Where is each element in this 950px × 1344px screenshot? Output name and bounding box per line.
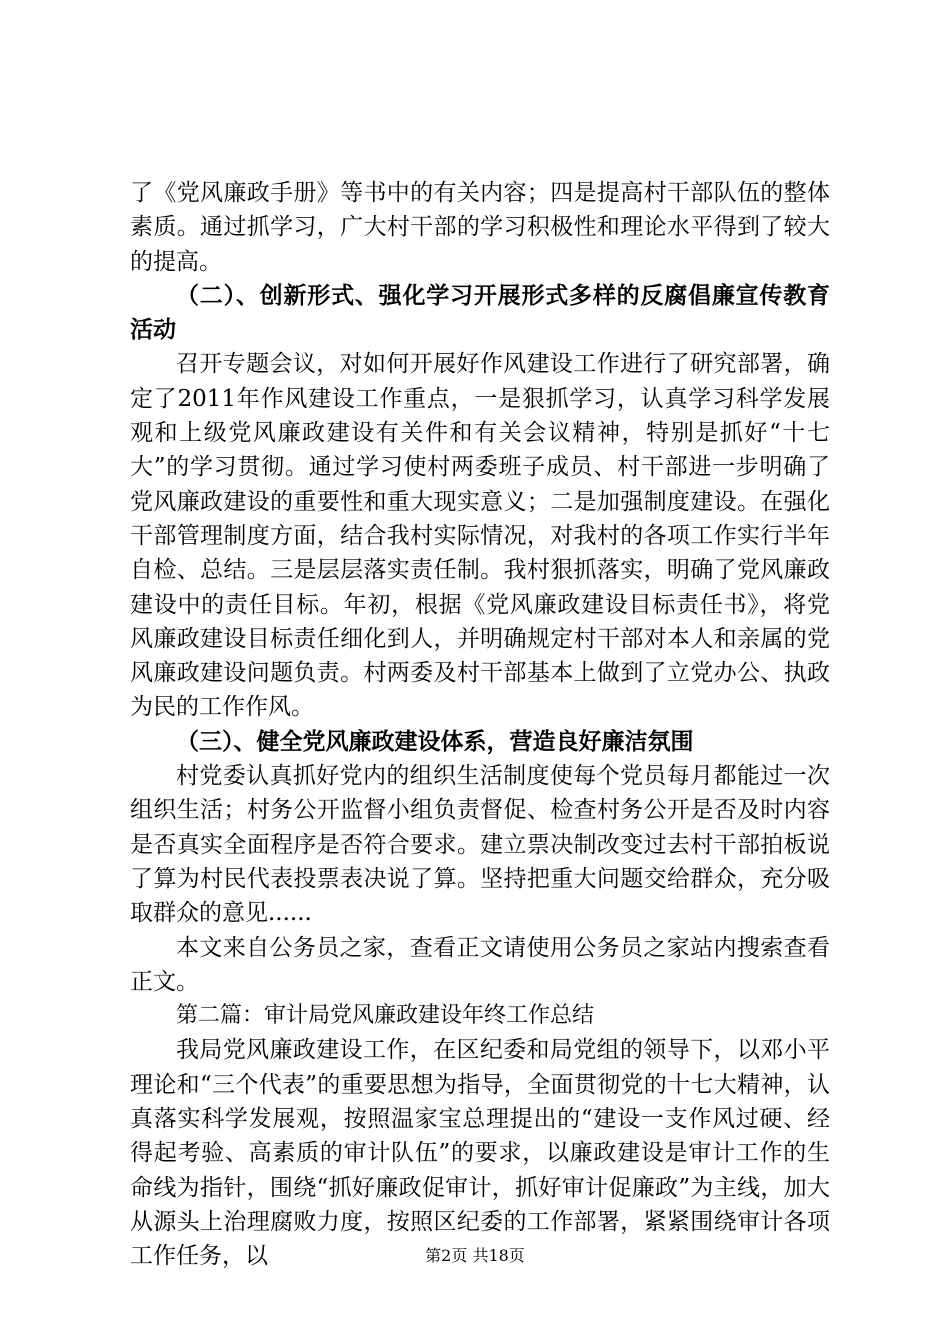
paragraph-body: 召开专题会议，对如何开展好作风建设工作进行了研究部署，确定了2011年作风建设工作重点，一是狠抓学习，认真学习科学发展观和上级党风廉政建设有关件和有关会议精神，特别是抓好“十七大”的学习贯彻。通过学习使村两委班子成员、村干部进一步明确了党风廉政建设的重要性和重大现实意义；二是加强制度建设。在强化干部管理制度方面，结合我村实际情况，对我村的各项工作实行半年自检、总结。三是层层落实责任制。我村狠抓落实，明确了党风廉政建设中的责任目标。年初，根据《党风廉政建设目标责任书》，将党风廉政建设目标责任细化到人，并明确规定村干部对本人和亲属的党风廉政建设问题负责。村两委及村干部基本上做到了立党办公、执政为民的工作作风。 [130,351,830,721]
section-heading-3: （三）、健全党风廉政建设体系，营造良好廉洁氛围 [176,728,694,755]
chapter-title: 第二篇：审计局党风廉政建设年终工作总结 [176,1003,595,1029]
paragraph-body: 我局党风廉政建设工作，在区纪委和局党组的领导下，以邓小平理论和“三个代表”的重要思想为指导，全面贯彻党的十七大精神，认真落实科学发展观，按照温家宝总理提出的“建设一支作风过硬、经得起考验、高素质的审计队伍”的要求，以廉政建设是审计工作的生命线为指针，围绕“抓好廉政促审计，抓好审计促廉政”为主线，加大从源头上治理腐败力度，按照区纪委的工作部署，紧紧围绕审计各项工作任务，以 [130,1037,830,1270]
paragraph-body: 村党委认真抓好党内的组织生活制度使每个党员每月都能过一次组织生活；村务公开监督小组负责督促、检查村务公开是否及时内容是否真实全面程序是否符合要求。建立票决制改变过去村干部拍板说了算为村民代表投票表决说了算。坚持把重大问题交给群众，充分吸取群众的意见...... [130,763,830,927]
paragraph-continuation: 了《党风廉政手册》等书中的有关内容；四是提高村干部队伍的整体素质。通过抓学习，广大村干部的学习积极性和理论水平得到了较大的提高。 [130,180,830,275]
page-footer: 第2页 共18页 [425,1246,525,1265]
document-body [130,176,830,1274]
paragraph-source-note: 本文来自公务员之家，查看正文请使用公务员之家站内搜索查看正文。 [130,934,830,995]
section-heading-2: （二）、创新形式、强化学习开展形式多样的反腐倡廉宣传教育活动 [130,282,830,344]
